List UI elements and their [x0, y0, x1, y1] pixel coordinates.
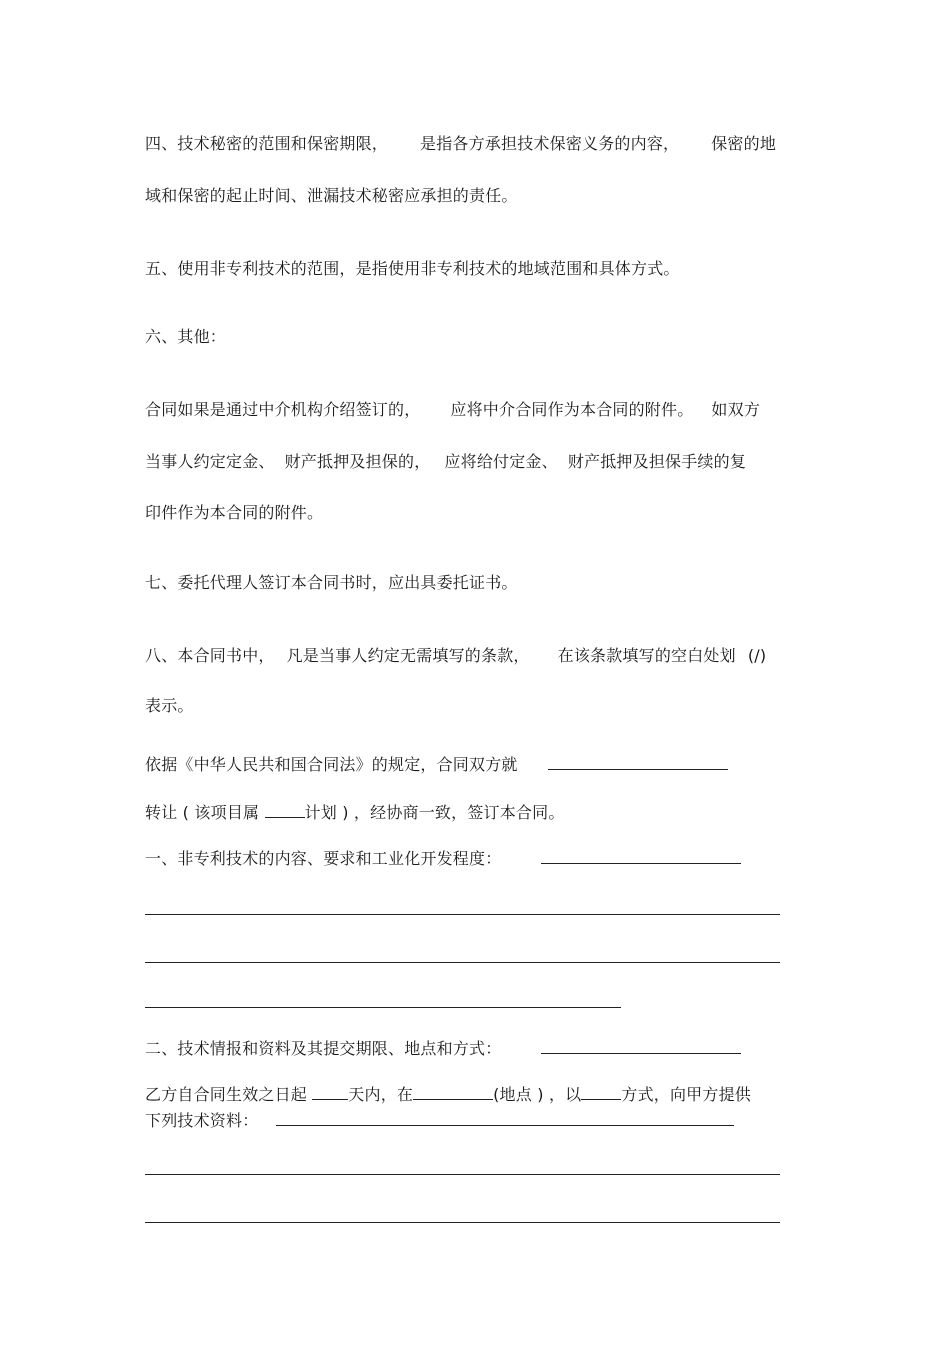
- clause-8-text-d: (/): [747, 646, 767, 665]
- materials-text: 下列技术资料：: [145, 1111, 259, 1130]
- clause-4-text-c: 保密的地: [711, 134, 777, 153]
- section-2-title-line: [145, 1038, 741, 1059]
- clause-7: 七、委托代理人签订本合同书时，应出具委托证书。: [145, 573, 518, 592]
- attachment-text-c: 如双方: [711, 400, 761, 419]
- basis-text: 依据《中华人民共和国合同法》的规定，合同双方就: [145, 755, 518, 774]
- clause-6-title: 六、其他：: [145, 327, 227, 346]
- clause-4-line-1: [145, 134, 776, 154]
- section-2-fill-line-1[interactable]: [145, 1174, 780, 1175]
- clause-4-text-a: 四、技术秘密的范围和保密期限，: [145, 134, 389, 153]
- section-1-title-line: [145, 848, 741, 869]
- project-name-blank[interactable]: [548, 754, 728, 770]
- clause-8-text-a: 八、本合同书中，: [145, 646, 275, 665]
- attachment-text-e: 财产抵押及担保的，: [284, 452, 431, 471]
- delivery-text-b: 天内，在: [348, 1085, 414, 1104]
- attachment-text-a: 合同如果是通过中介机构介绍签订的，: [145, 400, 421, 419]
- clause-8-line-2: 表示。: [145, 696, 194, 715]
- attachment-para-line-1: [145, 400, 760, 420]
- clause-5: 五、使用非专利技术的范围，是指使用非专利技术的地域范围和具体方式。: [145, 259, 680, 278]
- attachment-text-d: 当事人约定定金、: [145, 452, 275, 471]
- materials-blank[interactable]: [276, 1110, 734, 1126]
- attachment-text-f: 应将给付定金、: [444, 452, 558, 471]
- section-1-fill-line-2[interactable]: [145, 962, 780, 963]
- section-2-fill-line-2[interactable]: [145, 1222, 780, 1223]
- transfer-text-b: 计划 ) ，经协商一致，签订本合同。: [304, 803, 565, 822]
- clause-8-text-b: 凡是当事人约定无需填写的条款，: [286, 646, 530, 665]
- delivery-text-d: 方式，向甲方提供: [621, 1085, 751, 1104]
- clause-4-line-2: 域和保密的起止时间、泄漏技术秘密应承担的责任。: [145, 186, 518, 205]
- section-1-fill-line-1[interactable]: [145, 914, 780, 915]
- days-blank[interactable]: [312, 1084, 348, 1100]
- attachment-para-line-2: [145, 452, 746, 472]
- section-1-fill-line-3[interactable]: [145, 1007, 621, 1008]
- section-1-title: 一、非专利技术的内容、要求和工业化开发程度：: [145, 849, 502, 868]
- basis-line: [145, 754, 728, 775]
- clause-4-text-b: 是指各方承担技术保密义务的内容，: [420, 134, 680, 153]
- transfer-text-a: 转让 ( 该项目属: [145, 803, 265, 822]
- attachment-text-b: 应将中介合同作为本合同的附件。: [450, 400, 694, 419]
- delivery-line: [145, 1084, 751, 1105]
- clause-8-text-c: 在该条款填写的空白处划: [557, 646, 736, 665]
- plan-blank[interactable]: [265, 802, 305, 818]
- delivery-text-a: 乙方自合同生效之日起: [145, 1085, 313, 1104]
- location-blank[interactable]: [413, 1084, 493, 1100]
- section-1-blank[interactable]: [541, 848, 741, 864]
- section-2-blank[interactable]: [541, 1038, 741, 1054]
- clause-8-line-1: [145, 646, 766, 666]
- materials-line: [145, 1110, 734, 1131]
- attachment-text-g: 财产抵押及担保手续的复: [567, 452, 747, 471]
- transfer-line: [145, 802, 565, 823]
- section-2-title: 二、技术情报和资料及其提交期限、地点和方式：: [145, 1039, 502, 1058]
- attachment-para-line-3: 印件作为本合同的附件。: [145, 503, 324, 522]
- delivery-text-c: (地点 ) ，以: [493, 1085, 582, 1104]
- method-blank[interactable]: [581, 1084, 621, 1100]
